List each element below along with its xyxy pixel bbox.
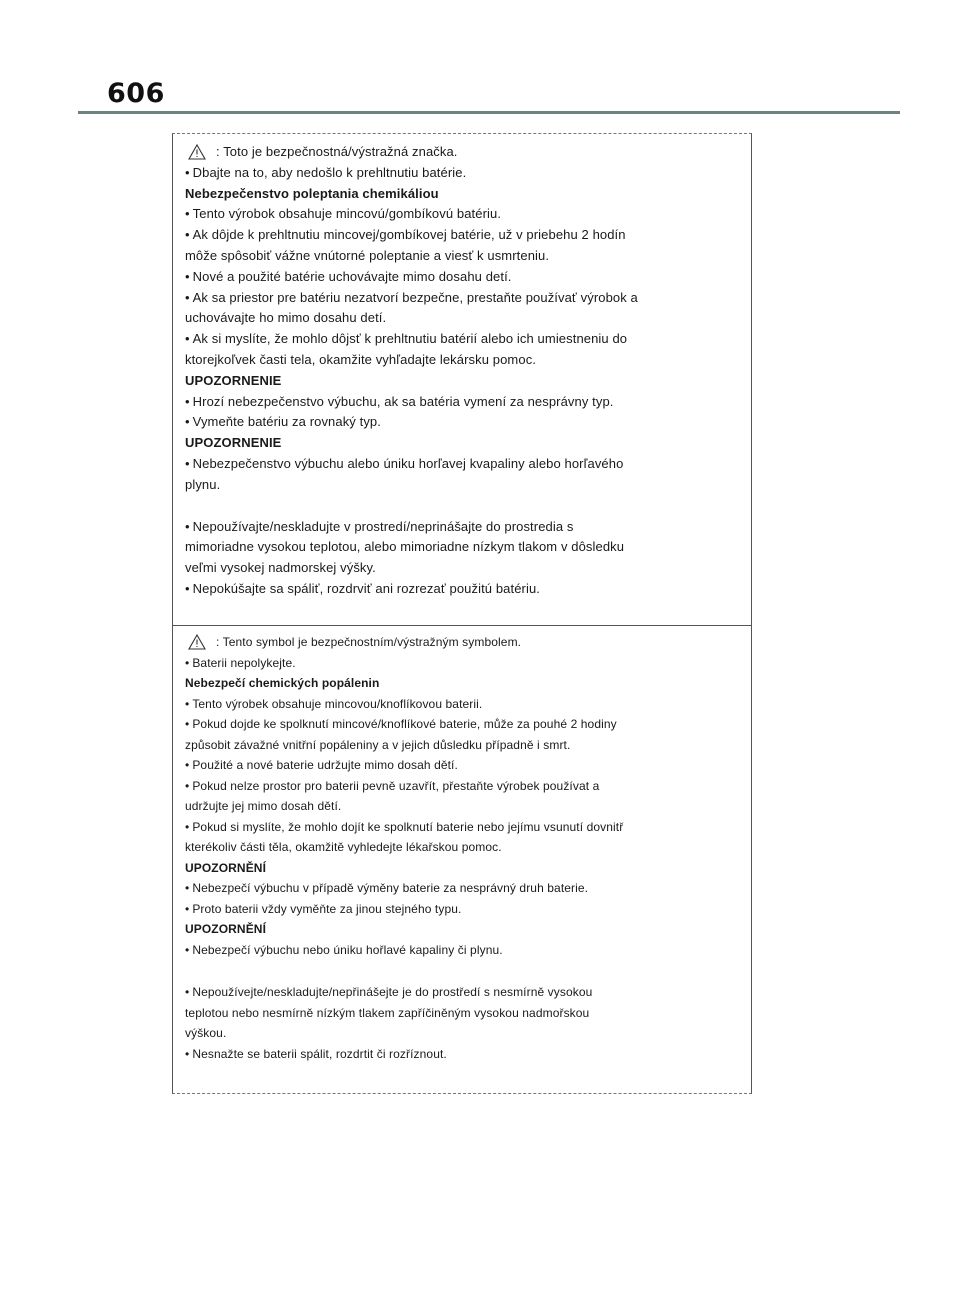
- cz-text-line: [185, 1003, 751, 1024]
- sk-text-line: [185, 475, 751, 496]
- cz-line-text: Nebezpečí chemických popálenin: [185, 676, 380, 690]
- bullet-icon: •: [185, 580, 190, 596]
- sk-line-text: Ak sa priestor pre batériu nezatvorí bezpečne, prestaňte používať výrobok a: [192, 289, 638, 305]
- sk-text-line: [185, 412, 751, 433]
- sk-text-line: [185, 579, 751, 600]
- sk-line-text: môže spôsobiť vážne vnútorné poleptanie a viesť k usmrteniu.: [185, 247, 550, 263]
- cz-spacer: [185, 960, 751, 982]
- sk-text-line: [185, 392, 751, 413]
- bullet-icon: •: [185, 206, 190, 222]
- cz-text-line: [185, 837, 751, 858]
- cz-line-text: Tento výrobek obsahuje mincovou/knoflíkovou baterii.: [192, 696, 483, 711]
- cz-text-line: [185, 714, 751, 735]
- sk-line-text: Nebezpečenstvo výbuchu alebo úniku horľavej kvapaliny alebo horľavého: [192, 455, 624, 471]
- cz-line-text: Nebezpečí výbuchu nebo úniku hořlavé kapaliny či plynu.: [192, 942, 503, 957]
- sk-line-text: Nebezpečenstvo poleptania chemikáliou: [185, 185, 439, 201]
- bullet-icon: •: [185, 164, 190, 180]
- sk-text-line: [185, 350, 751, 371]
- sk-text-line: [185, 308, 751, 329]
- bullet-icon: •: [185, 331, 190, 347]
- bullet-icon: •: [185, 518, 190, 534]
- sk-line-text: Ak si myslíte, že mohlo dôjsť k prehltnutiu batérií alebo ich umiestneniu do: [192, 331, 628, 347]
- bullet-icon: •: [185, 414, 190, 430]
- cz-text-line: [185, 653, 751, 674]
- sk-line-text: UPOZORNENIE: [185, 372, 282, 388]
- bullet-icon: •: [185, 268, 190, 284]
- bullet-icon: •: [185, 227, 190, 243]
- cz-text-line: [185, 796, 751, 817]
- sk-text-line: [185, 142, 751, 163]
- sk-text-line: [185, 204, 751, 225]
- cz-line-text: kterékoliv části těla, okamžitě vyhledejte lékařskou pomoc.: [185, 840, 502, 854]
- bullet-icon: •: [185, 455, 190, 471]
- warning-triangle-icon: [188, 634, 206, 650]
- sk-text-line: [185, 267, 751, 288]
- cz-line-text: Pokud si myslíte, že mohlo dojít ke spolknutí baterie nebo jejímu vsunutí dovnitř: [192, 819, 624, 834]
- bullet-icon: •: [185, 985, 190, 999]
- cz-line-text: Nepoužívejte/neskladujte/nepřinášejte je do prostředí s nesmírně vysokou: [192, 985, 593, 999]
- sk-line-text: Nepokúšajte sa spáliť, rozdrviť ani rozrezať použitú batériu.: [192, 580, 540, 596]
- bullet-icon: •: [185, 778, 190, 793]
- cz-text-line: [185, 1023, 751, 1044]
- cz-text-line: [185, 755, 751, 776]
- header-rule: [78, 111, 900, 114]
- sk-line-text: plynu.: [185, 476, 221, 492]
- sk-line-text: Nepoužívajte/neskladujte v prostredí/neprinášajte do prostredia s: [192, 518, 574, 534]
- sk-heading: [185, 433, 751, 454]
- cz-heading: [185, 919, 751, 940]
- cz-heading: [185, 673, 751, 694]
- sk-text-line: [185, 558, 751, 579]
- cz-line-text: Pokud nelze prostor pro baterii pevně uzavřít, přestaňte výrobek používat a: [192, 778, 600, 793]
- sk-spacer: [185, 496, 751, 517]
- sk-text-line: [185, 163, 751, 184]
- warning-triangle-icon: [188, 144, 206, 160]
- cz-text-line: [185, 776, 751, 797]
- cz-line-text: UPOZORNĚNÍ: [185, 860, 267, 875]
- cz-text-line: [185, 817, 751, 838]
- bullet-icon: •: [185, 819, 190, 834]
- cz-text-line: [185, 735, 751, 756]
- sk-line-text: Tento výrobok obsahuje mincovú/gombíkovú batériu.: [192, 206, 502, 222]
- cz-text-line: [185, 899, 751, 920]
- sk-line-text: Vymeňte batériu za rovnaký typ.: [192, 414, 381, 430]
- sk-text-line: [185, 454, 751, 475]
- cz-line-text: : Tento symbol je bezpečnostním/výstražným symbolem.: [216, 635, 522, 649]
- sk-heading: [185, 371, 751, 392]
- cz-text-line: [185, 878, 751, 899]
- sk-text-line: [185, 225, 751, 246]
- bullet-icon: •: [185, 881, 190, 895]
- cz-line-text: Použité a nové baterie udržujte mimo dosah dětí.: [192, 758, 458, 772]
- bullet-icon: •: [185, 393, 190, 409]
- sk-heading: [185, 184, 751, 205]
- page-number: 606: [107, 78, 165, 109]
- cz-text-line: [185, 940, 751, 961]
- sk-line-text: Nové a použité batérie uchovávajte mimo dosahu detí.: [192, 268, 512, 284]
- bullet-icon: •: [185, 1046, 190, 1061]
- cz-line-text: Nebezpečí výbuchu v případě výměny baterie za nesprávný druh baterie.: [192, 881, 589, 895]
- sk-text-line: [185, 329, 751, 350]
- cz-line-text: teplotou nebo nesmírně nízkým tlakem zapříčiněným vysokou nadmořskou: [185, 1005, 590, 1020]
- bullet-icon: •: [185, 655, 190, 670]
- sk-line-text: : Toto je bezpečnostná/výstražná značka.: [216, 144, 458, 159]
- sk-line-text: mimoriadne vysokou teplotou, alebo mimoriadne nízkym tlakom v dôsledku: [185, 539, 625, 555]
- bullet-icon: •: [185, 942, 190, 957]
- sk-line-text: veľmi vysokej nadmorskej výšky.: [185, 560, 376, 576]
- cz-line-text: Pokud dojde ke spolknutí mincové/knoflíkové baterie, může za pouhé 2 hodiny: [192, 717, 617, 731]
- cz-heading: [185, 858, 751, 879]
- sk-text-line: [185, 246, 751, 267]
- sk-line-text: uchovávajte ho mimo dosahu detí.: [185, 310, 387, 326]
- sk-line-text: Ak dôjde k prehltnutiu mincovej/gombíkovej batérie, už v priebehu 2 hodín: [192, 227, 626, 243]
- slovak-warning-box: [172, 133, 752, 625]
- bullet-icon: •: [185, 696, 190, 711]
- sk-line-text: UPOZORNENIE: [185, 435, 282, 451]
- sk-text-line: [185, 288, 751, 309]
- sk-line-text: Dbajte na to, aby nedošlo k prehltnutiu batérie.: [192, 164, 467, 180]
- bullet-icon: •: [185, 758, 190, 772]
- czech-warning-box: [172, 625, 752, 1094]
- bullet-icon: •: [185, 289, 190, 305]
- cz-line-text: Proto baterii vždy vyměňte za jinou stejného typu.: [192, 901, 462, 916]
- sk-text-line: [185, 537, 751, 558]
- sk-line-text: Hrozí nebezpečenstvo výbuchu, ak sa batéria vymení za nesprávny typ.: [192, 393, 614, 409]
- bullet-icon: •: [185, 901, 190, 916]
- cz-line-text: Nesnažte se baterii spálit, rozdrtit či rozříznout.: [192, 1046, 447, 1061]
- cz-line-text: UPOZORNĚNÍ: [185, 922, 267, 936]
- cz-text-line: [185, 632, 751, 653]
- cz-text-line: [185, 982, 751, 1003]
- cz-line-text: Baterii nepolykejte.: [192, 655, 296, 670]
- sk-line-text: ktorejkoľvek časti tela, okamžite vyhľadajte lekársku pomoc.: [185, 351, 537, 367]
- cz-line-text: výškou.: [185, 1026, 227, 1040]
- bullet-icon: •: [185, 717, 190, 731]
- cz-text-line: [185, 1044, 751, 1065]
- sk-text-line: [185, 517, 751, 538]
- cz-text-line: [185, 694, 751, 715]
- cz-line-text: způsobit závažné vnitřní popáleniny a v jejich důsledku případně i smrt.: [185, 737, 571, 752]
- cz-line-text: udržujte jej mimo dosah dětí.: [185, 799, 342, 813]
